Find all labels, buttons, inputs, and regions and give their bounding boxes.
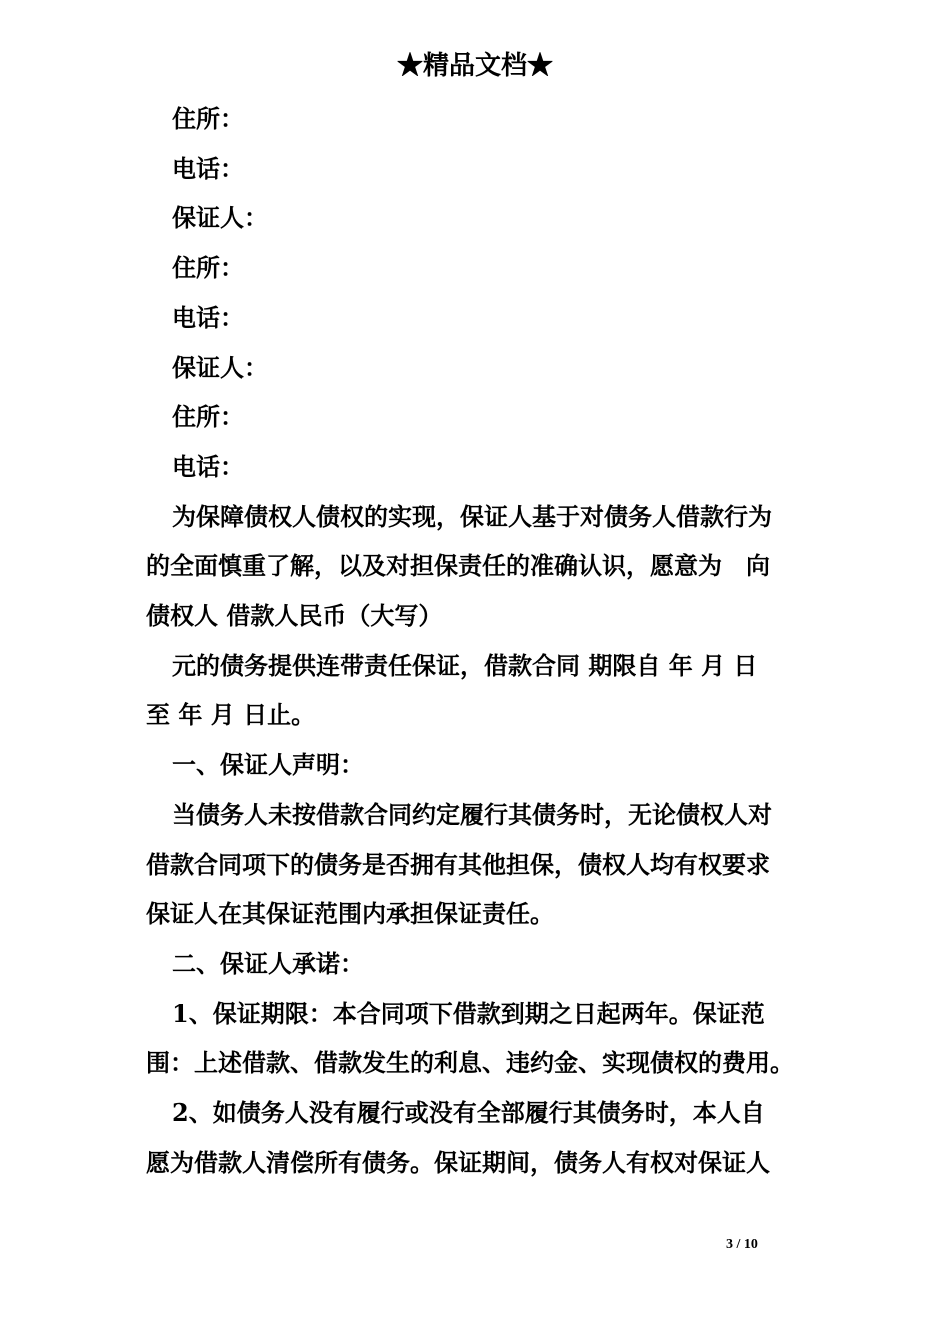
page-header-title: ★精品文档★ <box>396 51 553 81</box>
text-line: 当债务人未按借款合同约定履行其债务时，无论债权人对 <box>172 799 772 829</box>
text-line: 借款合同项下的债务是否拥有其他担保，债权人均有权要求 <box>146 849 770 879</box>
text-line: 愿为借款人清偿所有债务。保证期间，债务人有权对保证人 <box>146 1147 770 1177</box>
text-line: 电话： <box>172 302 244 332</box>
text-line: 2、如债务人没有履行或没有全部履行其债务时，本人自 <box>172 1098 765 1128</box>
section-heading: 一、保证人声明： <box>172 750 364 780</box>
text-line: 住所： <box>172 402 244 432</box>
text-line: 保证人： <box>172 352 268 382</box>
text-line: 围：上述借款、借款发生的利息、违约金、实现债权的费用。 <box>146 1048 794 1078</box>
text-line: 电话： <box>172 153 244 183</box>
text-line: 住所： <box>172 253 244 283</box>
section-heading: 二、保证人承诺： <box>172 948 364 978</box>
text-line: 电话： <box>172 451 244 481</box>
text-line: 住所： <box>172 104 244 133</box>
text-line: 保证人在其保证范围内承担保证责任。 <box>146 899 554 929</box>
text-line: 债权人 借款人民币（大写） <box>146 601 443 631</box>
text-line: 1、保证期限：本合同项下借款到期之日起两年。保证范 <box>172 998 765 1028</box>
text-line: 保证人： <box>172 203 268 233</box>
text-line: 为保障债权人债权的实现，保证人基于对债务人借款行为 <box>172 501 772 531</box>
document-body <box>146 94 814 1187</box>
text-line: 元的债务提供连带责任保证，借款合同 期限自 年 月 日 <box>172 650 758 680</box>
text-line: 至 年 月 日止。 <box>146 700 316 730</box>
page-number: 3 / 10 <box>726 1237 758 1252</box>
text-line: 的全面慎重了解，以及对担保责任的准确认识，愿意为 向 <box>146 551 770 581</box>
